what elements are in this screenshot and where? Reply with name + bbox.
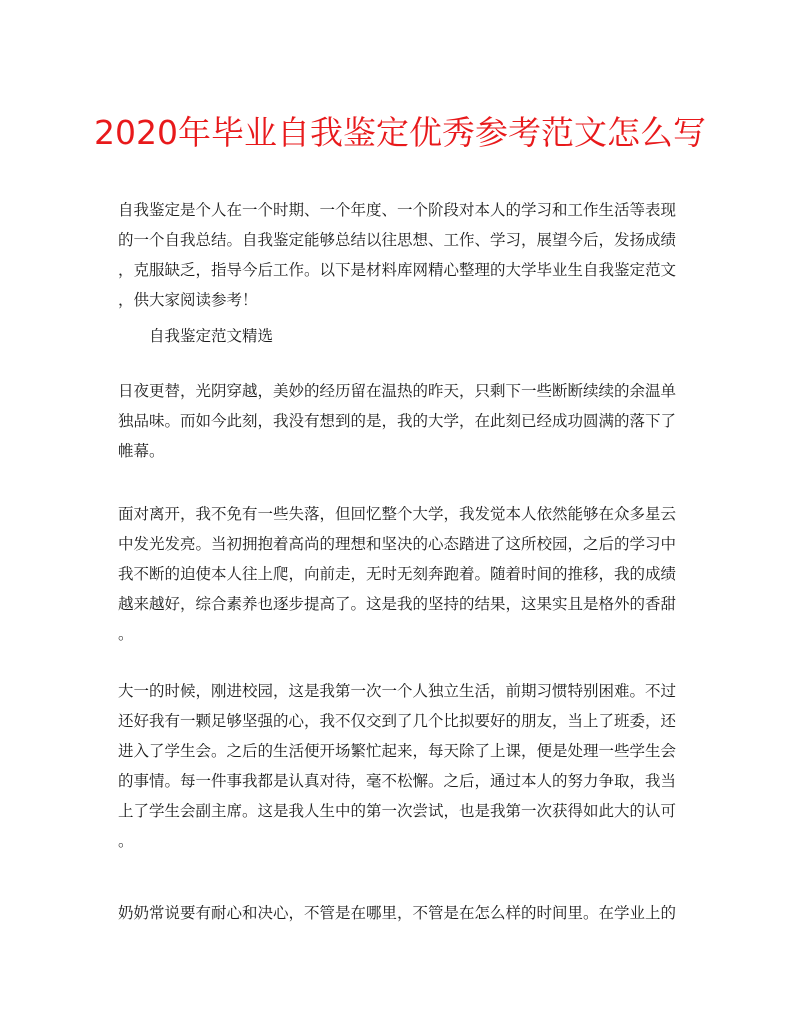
text-line: 还好我有一颗足够坚强的心，我不仅交到了几个比拟要好的朋友，当上了班委，还 bbox=[118, 712, 677, 730]
text-line: 奶奶常说要有耐心和决心，不管是在哪里，不管是在怎么样的时间里。在学业上的 bbox=[118, 904, 677, 922]
text-line: 大一的时候，刚进校园，这是我第一次一个人独立生活，前期习惯特别困难。不过 bbox=[118, 682, 677, 700]
text-line: 帷幕。 bbox=[118, 442, 165, 460]
page-title: 2020年毕业自我鉴定优秀参考范文怎么写 bbox=[94, 113, 706, 152]
text-line: 。 bbox=[118, 832, 134, 850]
body-paragraph bbox=[118, 676, 684, 856]
text-line: 自我鉴定范文精选 bbox=[149, 327, 274, 345]
text-line: 中发光发亮。当初拥抱着高尚的理想和坚决的心态踏进了这所校园，之后的学习中 bbox=[118, 535, 677, 553]
text-line: 上了学生会副主席。这是我人生中的第一次尝试，也是我第一次获得如此大的认可 bbox=[118, 802, 677, 820]
text-line: 越来越好，综合素养也逐步提高了。这是我的坚持的结果，这果实且是格外的香甜 bbox=[118, 595, 677, 613]
text-line: 自我鉴定是个人在一个时期、一个年度、一个阶段对本人的学习和工作生活等表现 bbox=[118, 201, 677, 219]
text-line: 的一个自我总结。自我鉴定能够总结以往思想、工作、学习，展望今后，发扬成绩 bbox=[118, 231, 677, 249]
intro-paragraph bbox=[118, 195, 684, 315]
text-line: 面对离开，我不免有一些失落，但回忆整个大学，我发觉本人依然能够在众多星云 bbox=[118, 505, 677, 523]
text-line: 独品味。而如今此刻，我没有想到的是，我的大学，在此刻已经成功圆满的落下了 bbox=[118, 412, 677, 430]
text-line: 进入了学生会。之后的生活便开场繁忙起来，每天除了上课，便是处理一些学生会 bbox=[118, 742, 677, 760]
text-line: ，克服缺乏，指导今后工作。以下是材料库网精心整理的大学毕业生自我鉴定范文 bbox=[118, 261, 677, 279]
text-line: 的事情。每一件事我都是认真对待，毫不松懈。之后，通过本人的努力争取，我当 bbox=[118, 772, 677, 790]
body-paragraph bbox=[118, 898, 684, 928]
section-subheading bbox=[118, 321, 684, 351]
text-line: ，供大家阅读参考！ bbox=[118, 291, 258, 309]
text-line: 日夜更替，光阴穿越，美妙的经历留在温热的昨天，只剩下一些断断续续的余温单 bbox=[118, 382, 677, 400]
body-paragraph bbox=[118, 499, 684, 649]
text-line: 我不断的迫使本人往上爬，向前走，无时无刻奔跑着。随着时间的推移，我的成绩 bbox=[118, 565, 677, 583]
body-paragraph bbox=[118, 376, 684, 466]
text-line: 。 bbox=[118, 625, 134, 643]
